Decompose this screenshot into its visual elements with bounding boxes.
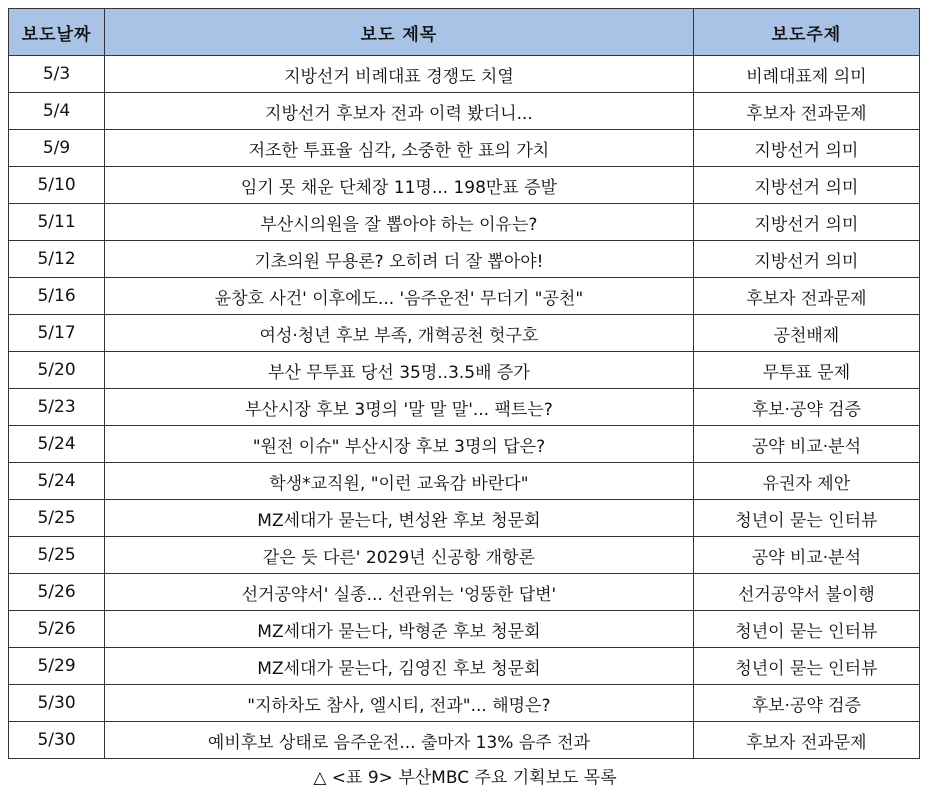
cell-date: 5/24 <box>9 426 105 463</box>
cell-title: "지하차도 참사, 엘시티, 전과"... 해명은? <box>105 685 694 722</box>
cell-topic: 공약 비교·분석 <box>693 537 919 574</box>
cell-date: 5/9 <box>9 130 105 167</box>
cell-date: 5/10 <box>9 167 105 204</box>
header-topic: 보도주제 <box>693 9 919 56</box>
cell-title: "원전 이슈" 부산시장 후보 3명의 답은? <box>105 426 694 463</box>
table-row <box>9 315 920 352</box>
cell-date: 5/4 <box>9 93 105 130</box>
cell-title: 지방선거 후보자 전과 이력 봤더니... <box>105 93 694 130</box>
table-row <box>9 389 920 426</box>
table-row <box>9 93 920 130</box>
cell-title: 예비후보 상태로 음주운전... 출마자 13% 음주 전과 <box>105 722 694 759</box>
table-row <box>9 130 920 167</box>
cell-title: 임기 못 채운 단체장 11명... 198만표 증발 <box>105 167 694 204</box>
cell-date: 5/26 <box>9 611 105 648</box>
cell-date: 5/30 <box>9 685 105 722</box>
table-row <box>9 241 920 278</box>
cell-topic: 비례대표제 의미 <box>693 56 919 93</box>
header-date: 보도날짜 <box>9 9 105 56</box>
cell-date: 5/11 <box>9 204 105 241</box>
cell-topic: 후보·공약 검증 <box>693 389 919 426</box>
cell-topic: 지방선거 의미 <box>693 167 919 204</box>
cell-title: 윤창호 사건' 이후에도... '음주운전' 무더기 "공천" <box>105 278 694 315</box>
cell-date: 5/25 <box>9 537 105 574</box>
report-list-container <box>8 8 920 759</box>
cell-title: MZ세대가 묻는다, 박형준 후보 청문회 <box>105 611 694 648</box>
cell-date: 5/29 <box>9 648 105 685</box>
cell-topic: 선거공약서 불이행 <box>693 574 919 611</box>
cell-topic: 청년이 묻는 인터뷰 <box>693 648 919 685</box>
table-row <box>9 56 920 93</box>
cell-date: 5/16 <box>9 278 105 315</box>
cell-topic: 후보자 전과문제 <box>693 93 919 130</box>
header-title: 보도 제목 <box>105 9 694 56</box>
table-header <box>9 9 920 56</box>
cell-topic: 지방선거 의미 <box>693 130 919 167</box>
cell-topic: 청년이 묻는 인터뷰 <box>693 611 919 648</box>
cell-topic: 공천배제 <box>693 315 919 352</box>
cell-title: 저조한 투표율 심각, 소중한 한 표의 가치 <box>105 130 694 167</box>
cell-title: MZ세대가 묻는다, 김영진 후보 청문회 <box>105 648 694 685</box>
cell-title: 여성·청년 후보 부족, 개혁공천 헛구호 <box>105 315 694 352</box>
cell-date: 5/23 <box>9 389 105 426</box>
cell-date: 5/24 <box>9 463 105 500</box>
table-row <box>9 278 920 315</box>
table-row <box>9 574 920 611</box>
cell-topic: 공약 비교·분석 <box>693 426 919 463</box>
table-row <box>9 537 920 574</box>
cell-title: 부산 무투표 당선 35명..3.5배 증가 <box>105 352 694 389</box>
cell-date: 5/17 <box>9 315 105 352</box>
cell-topic: 무투표 문제 <box>693 352 919 389</box>
table-row <box>9 463 920 500</box>
cell-topic: 유권자 제안 <box>693 463 919 500</box>
cell-title: 기초의원 무용론? 오히려 더 잘 뽑아야! <box>105 241 694 278</box>
report-table <box>8 8 920 759</box>
table-caption: △ <표 9> 부산MBC 주요 기획보도 목록 <box>313 768 617 788</box>
cell-topic: 후보·공약 검증 <box>693 685 919 722</box>
table-row <box>9 500 920 537</box>
cell-topic: 후보자 전과문제 <box>693 722 919 759</box>
cell-title: 부산시의원을 잘 뽑아야 하는 이유는? <box>105 204 694 241</box>
cell-title: 같은 듯 다른' 2029년 신공항 개항론 <box>105 537 694 574</box>
table-row <box>9 352 920 389</box>
header-row <box>9 9 920 56</box>
cell-topic: 지방선거 의미 <box>693 204 919 241</box>
cell-title: 선거공약서' 실종... 선관위는 '엉뚱한 답변' <box>105 574 694 611</box>
cell-date: 5/3 <box>9 56 105 93</box>
cell-topic: 지방선거 의미 <box>693 241 919 278</box>
cell-topic: 청년이 묻는 인터뷰 <box>693 500 919 537</box>
table-row <box>9 648 920 685</box>
cell-date: 5/30 <box>9 722 105 759</box>
cell-title: 지방선거 비례대표 경쟁도 치열 <box>105 56 694 93</box>
cell-topic: 후보자 전과문제 <box>693 278 919 315</box>
table-row <box>9 611 920 648</box>
cell-date: 5/20 <box>9 352 105 389</box>
cell-date: 5/25 <box>9 500 105 537</box>
table-row <box>9 204 920 241</box>
cell-title: 부산시장 후보 3명의 '말 말 말'... 팩트는? <box>105 389 694 426</box>
table-row <box>9 685 920 722</box>
cell-date: 5/12 <box>9 241 105 278</box>
table-row <box>9 722 920 759</box>
cell-title: MZ세대가 묻는다, 변성완 후보 청문회 <box>105 500 694 537</box>
cell-date: 5/26 <box>9 574 105 611</box>
table-body <box>9 56 920 759</box>
cell-title: 학생*교직원, "이런 교육감 바란다" <box>105 463 694 500</box>
table-row <box>9 167 920 204</box>
table-row <box>9 426 920 463</box>
